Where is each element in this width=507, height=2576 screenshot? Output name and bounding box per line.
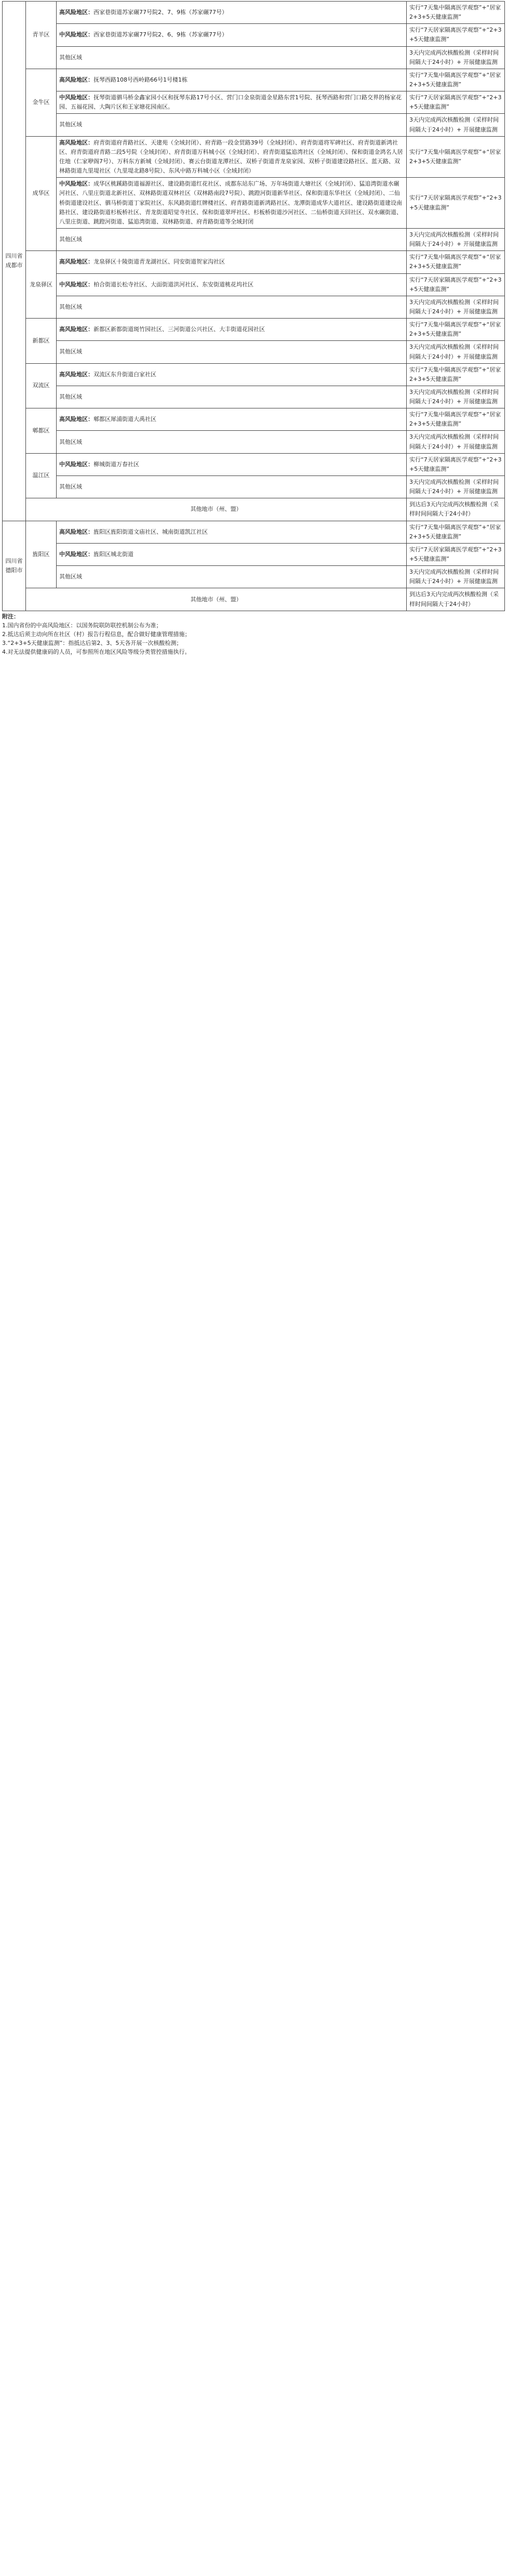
risk-level-label: 高风险地区： (59, 76, 94, 83)
table-row (3, 408, 505, 431)
area-text: 其他区域 (59, 121, 82, 128)
notes-lines (2, 621, 505, 656)
area-text: 其他区域 (59, 54, 82, 61)
area-text: 旌阳区城北街道 (94, 550, 134, 558)
area-cell (57, 296, 407, 318)
measure-cell: 3天内完成两次核酸检测（采样时间间隔大于24小时）+ 开展健康监测 (407, 114, 505, 136)
table-row (3, 24, 505, 46)
area-cell (57, 251, 407, 273)
measure-cell: 3天内完成两次核酸检测（采样时间间隔大于24小时）+ 开展健康监测 (407, 296, 505, 318)
others-cell: 其他地市（州、盟） (26, 498, 407, 521)
table-row (3, 521, 505, 543)
table-row (3, 2, 505, 24)
table-row (3, 178, 505, 229)
measure-cell: 实行“7天集中隔离医学观察”+“居家2+3+5天健康监测” (407, 2, 505, 24)
risk-level-label: 高风险地区： (59, 416, 94, 423)
area-text: 抚琴街道驷马桥金鑫家园小区和抚琴东路17号小区、营门口金泉街道金星路东营1号院、抚琴西路和营门口路交界的杨家花园、五福花园、大陶片区和王家塘花园南区。 (59, 94, 402, 111)
area-cell (57, 46, 407, 69)
measure-cell: 3天内完成两次核酸检测（采样时间间隔大于24小时）+ 开展健康监测 (407, 566, 505, 588)
area-cell (57, 178, 407, 229)
city-cell: 金牛区 (26, 69, 57, 136)
area-text: 西家巷街道苏家碾77号院2、7、9栋（苏家碾77号） (94, 9, 228, 16)
measure-cell: 实行“7天集中隔离医学观察”+“居家2+3+5天健康监测” (407, 69, 505, 91)
table-row (3, 273, 505, 296)
measure-cell: 3天内完成两次核酸检测（采样时间间隔大于24小时）+ 开展健康监测 (407, 228, 505, 250)
risk-level-label: 中风险地区： (59, 460, 94, 468)
table-row (3, 136, 505, 178)
table-row (3, 296, 505, 318)
table-row (3, 431, 505, 453)
table-row (3, 476, 505, 498)
others-measure-cell: 到达后3天内完成两次核酸检测（采样时间间隔大于24小时） (407, 588, 505, 611)
area-text: 龙泉驿区十陵街道青龙湖社区、同安街道贺家沟社区 (94, 258, 225, 266)
area-cell (57, 24, 407, 46)
area-cell (57, 273, 407, 296)
area-cell (57, 476, 407, 498)
area-text: 双流区东升街道白家社区 (94, 371, 156, 378)
table-row (3, 46, 505, 69)
city-cell: 温江区 (26, 453, 57, 498)
measure-cell: 实行“7天居家隔离医学观察”+“2+3+5天健康监测” (407, 24, 505, 46)
measure-cell: 3天内完成两次核酸检测（采样时间间隔大于24小时）+ 开展健康监测 (407, 431, 505, 453)
area-text: 其他区域 (59, 393, 82, 400)
table-row (3, 588, 505, 611)
area-cell (57, 319, 407, 341)
area-text: 其他区域 (59, 348, 82, 355)
risk-area-table (2, 1, 505, 611)
area-text: 其他区域 (59, 483, 82, 491)
note-line: 4.对无法提供健康码的人员，可参照所在地区风险等级分类管控措施执行。 (2, 648, 191, 655)
city-cell: 成华区 (26, 136, 57, 251)
area-cell (57, 363, 407, 386)
table-row (3, 91, 505, 114)
city-cell: 双流区 (26, 363, 57, 408)
others-measure-cell: 到达后3天内完成两次核酸检测（采样时间间隔大于24小时） (407, 498, 505, 521)
area-cell (57, 521, 407, 543)
note-line: 1.国内省份的中高风险地区：以国务院联防联控机制公布为准； (2, 622, 162, 629)
area-cell (57, 2, 407, 24)
measure-cell: 实行“7天集中隔离医学观察”+“居家2+3+5天健康监测” (407, 251, 505, 273)
area-cell (57, 341, 407, 363)
area-cell (57, 91, 407, 114)
measure-cell: 实行“7天居家隔离医学观察”+“2+3+5天健康监测” (407, 543, 505, 565)
city-cell: 青羊区 (26, 2, 57, 69)
area-cell (57, 566, 407, 588)
notes-header: 附注： (2, 613, 19, 620)
table-row (3, 363, 505, 386)
measure-cell: 3天内完成两次核酸检测（采样时间间隔大于24小时）+ 开展健康监测 (407, 46, 505, 69)
table-body (3, 2, 505, 611)
others-cell: 其他地市（州、盟） (26, 588, 407, 611)
area-cell (57, 228, 407, 250)
risk-level-label: 高风险地区： (59, 371, 94, 378)
measure-cell: 实行“7天居家隔离医学观察”+“2+3+5天健康监测” (407, 453, 505, 475)
note-line: 3.“2+3+5天健康监测”：指抵达后第2、3、5天各开展一次核酸检测； (2, 639, 182, 646)
city-cell: 郫都区 (26, 408, 57, 454)
measure-cell: 实行“7天集中隔离医学观察”+“居家2+3+5天健康监测” (407, 408, 505, 431)
table-row (3, 228, 505, 250)
area-cell (57, 69, 407, 91)
area-text: 旌阳区旌阳街道文庙社区、城南街道凯江社区 (94, 528, 208, 535)
note-line: 2.抵达后须主动向所在社区（村）报告行程信息，配合做好健康管理措施； (2, 630, 191, 638)
table-row (3, 341, 505, 363)
table-row (3, 543, 505, 565)
area-cell (57, 431, 407, 453)
area-cell (57, 136, 407, 178)
area-cell (57, 453, 407, 475)
area-text: 柳城街道万春社区 (94, 460, 139, 468)
area-cell (57, 408, 407, 431)
risk-level-label: 中风险地区： (59, 180, 94, 188)
risk-level-label: 中风险地区： (59, 31, 94, 38)
province-cell: 四川省德阳市 (3, 521, 26, 611)
city-cell: 龙泉驿区 (26, 251, 57, 319)
measure-cell: 3天内完成两次核酸检测（采样时间间隔大于24小时）+ 开展健康监测 (407, 476, 505, 498)
risk-level-label: 高风险地区： (59, 9, 94, 16)
risk-level-label: 高风险地区： (59, 528, 94, 535)
area-text: 其他区域 (59, 438, 82, 445)
table-row (3, 498, 505, 521)
measure-cell: 实行“7天居家隔离医学观察”+“2+3+5天健康监测” (407, 178, 505, 229)
area-text: 西家巷街道苏家碾77号院2、6、9栋（苏家碾77号） (94, 31, 228, 38)
area-text: 柏合街道长松寺社区、大面街道洪河社区、东安街道桃花坞社区 (94, 281, 254, 288)
area-cell (57, 543, 407, 565)
measure-cell: 3天内完成两次核酸检测（采样时间间隔大于24小时）+ 开展健康监测 (407, 386, 505, 408)
risk-level-label: 中风险地区： (59, 94, 94, 101)
area-cell (57, 386, 407, 408)
city-cell: 旌阳区 (26, 521, 57, 588)
area-text: 成华区桃蹊路街道福源社区、建设路街道红花社区、成都东站东广场、万年场街道大塘社区（全域封闭）、猛追湾街道水碾河社区、八里庄街道北新社区、双林路街道双林社区（双林路南段7号院）、跳蹬河街道新华社区、保和街道东华社区（全域封闭）、二仙桥街道建设社区、驷马桥街道丁家院社区、东风路街道红牌楼社区、府青路街道新鸿路社区、龙潭街道成华大道社区、建设路街道建设南路社区、建设路街道杉板桥社区、青龙街道昭觉寺社区、保和街道翠坪社区、杉板桥街道沙河社区、二仙桥街道天回社区、双水碾街道、八里庄街道、跳蹬河街道、猛追湾街道、双林路街道、府青路街道等全域封闭 (59, 180, 402, 225)
city-cell: 新都区 (26, 319, 57, 364)
risk-level-label: 高风险地区： (59, 326, 94, 333)
area-text: 其他区域 (59, 236, 82, 243)
measure-cell: 实行“7天集中隔离医学观察”+“居家2+3+5天健康监测” (407, 319, 505, 341)
table-row (3, 69, 505, 91)
measure-cell: 实行“7天集中隔离医学观察”+“居家2+3+5天健康监测” (407, 136, 505, 178)
measure-cell: 实行“7天居家隔离医学观察”+“2+3+5天健康监测” (407, 91, 505, 114)
table-row (3, 566, 505, 588)
table-row (3, 453, 505, 475)
table-row (3, 114, 505, 136)
risk-level-label: 中风险地区： (59, 281, 94, 288)
measure-cell: 实行“7天集中隔离医学观察”+“居家2+3+5天健康监测” (407, 363, 505, 386)
table-row (3, 251, 505, 273)
risk-level-label: 中风险地区： (59, 550, 94, 558)
table-row (3, 319, 505, 341)
area-text: 郫都区犀浦街道大禹社区 (94, 416, 156, 423)
table-row (3, 386, 505, 408)
area-text: 抚琴西路108号西岭路66号1号楼1栋 (94, 76, 188, 83)
province-cell: 四川省成都市 (3, 2, 26, 521)
area-text: 府青街道府青路社区、天建苑（全域封闭）、府青路一段金贸路39号（全域封闭）、府青街道将军碑社区、府青街道新鸿社区、府青街道府青路二段5号院（全域封闭）、府青街道万科城小区（全域封闭）、府青街道猛追湾社区（全域封闭）、保和街道金鸿名人居住地（仁家咿阁7号）、万科东方新城（全域封闭）、赛云台街道龙潭社区、双桥子街道青龙泉家园、双桥子街道建设路社区、蓝天路、双林路街道九里堤社区（九里堤北路8号院）、东风中路万科城小区（全域封闭） (59, 139, 403, 175)
risk-level-label: 高风险地区： (59, 139, 94, 146)
measure-cell: 实行“7天集中隔离医学观察”+“居家2+3+5天健康监测” (407, 521, 505, 543)
area-cell (57, 114, 407, 136)
area-text: 其他区域 (59, 573, 82, 580)
area-text: 其他区域 (59, 303, 82, 310)
measure-cell: 实行“7天居家隔离医学观察”+“2+3+5天健康监测” (407, 273, 505, 296)
measure-cell: 3天内完成两次核酸检测（采样时间间隔大于24小时）+ 开展健康监测 (407, 341, 505, 363)
area-text: 新都区新都街道斑竹园社区、三河街道公兴社区、大丰街道花园社区 (94, 326, 265, 333)
notes-section (2, 612, 505, 656)
risk-level-label: 高风险地区： (59, 258, 94, 266)
